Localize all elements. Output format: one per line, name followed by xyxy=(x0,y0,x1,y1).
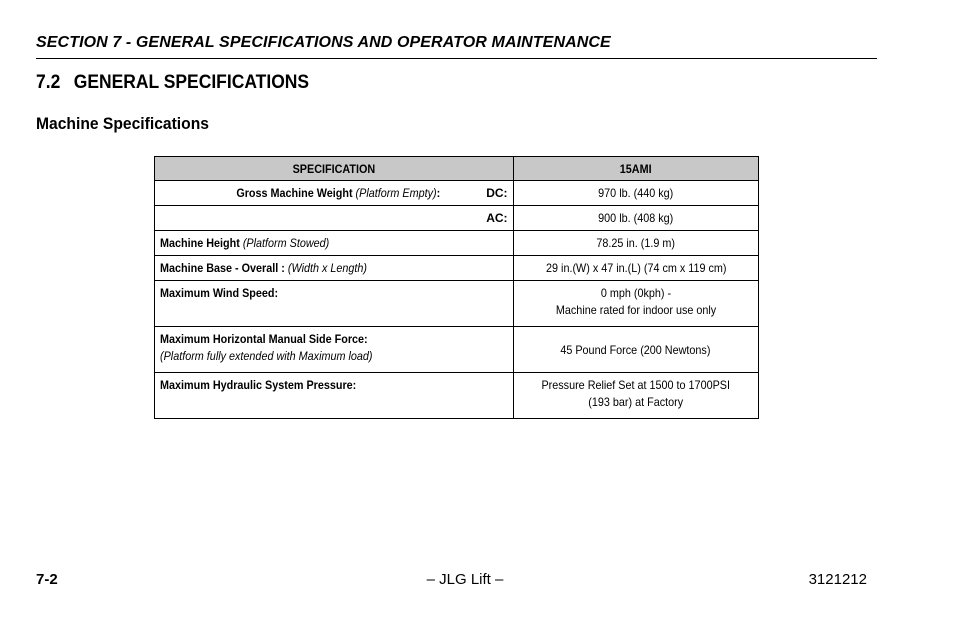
table-row xyxy=(155,373,759,419)
spec-value-cell xyxy=(513,206,758,231)
table-row xyxy=(155,327,759,373)
power-tag-dc: DC: xyxy=(486,186,508,200)
table-row xyxy=(155,231,759,256)
table-row xyxy=(155,206,759,231)
spec-qualifier: (Platform Empty) xyxy=(355,186,437,200)
spec-label: Maximum Wind Speed: xyxy=(160,286,279,300)
spec-label-cell xyxy=(155,231,514,256)
spec-value: 78.25 in. (1.9 m) xyxy=(596,236,676,250)
spec-value-cell xyxy=(513,373,758,419)
spec-label: Machine Height xyxy=(160,236,240,250)
spec-label-cell xyxy=(155,373,514,419)
spec-qualifier: (Width x Length) xyxy=(287,261,368,275)
spec-label-cell xyxy=(155,181,514,206)
spec-label: Maximum Horizontal Manual Side Force: xyxy=(160,332,368,346)
spec-label: Machine Base - Overall : xyxy=(160,261,285,275)
spec-value: 900 lb. (408 kg) xyxy=(598,211,674,225)
spec-label-cell xyxy=(155,206,514,231)
table-row xyxy=(155,281,759,327)
section-header: SECTION 7 - GENERAL SPECIFICATIONS AND OPERATOR MAINTENANCE xyxy=(36,34,611,51)
spec-value-line: Machine rated for indoor use only xyxy=(555,303,716,317)
spec-value-cell xyxy=(513,181,758,206)
column-header-specification: SPECIFICATION xyxy=(155,157,514,181)
spec-label-cell xyxy=(155,281,514,327)
spec-label: Gross Machine Weight xyxy=(236,186,353,200)
column-header-model: 15AMI xyxy=(513,157,758,181)
header-rule xyxy=(36,58,877,59)
spec-value-line: (193 bar) at Factory xyxy=(588,395,684,409)
spec-value: 29 in.(W) x 47 in.(L) (74 cm x 119 cm) xyxy=(545,261,726,275)
spec-label-cell xyxy=(155,327,514,373)
section-title: GENERAL SPECIFICATIONS xyxy=(73,72,310,93)
section-number: 7.2 xyxy=(36,72,61,93)
page-number: 7-2 xyxy=(36,571,58,588)
spec-qualifier: (Platform Stowed) xyxy=(242,236,330,250)
spec-value-cell xyxy=(513,256,758,281)
table-row xyxy=(155,181,759,206)
spec-label: Maximum Hydraulic System Pressure: xyxy=(160,378,357,392)
spec-label-suffix: : xyxy=(436,186,441,200)
spec-value: 45 Pound Force (200 Newtons) xyxy=(560,342,711,357)
document-number: 3121212 xyxy=(808,571,867,588)
subheading: Machine Specifications xyxy=(36,114,209,133)
table-row xyxy=(155,256,759,281)
section-heading xyxy=(36,72,309,94)
power-tag-ac: AC: xyxy=(486,211,508,225)
footer-brand: – JLG Lift – xyxy=(426,571,504,588)
spec-value-cell xyxy=(513,281,758,327)
spec-value-line: 0 mph (0kph) - xyxy=(600,286,671,300)
machine-specifications-table xyxy=(154,156,759,419)
spec-value: 970 lb. (440 kg) xyxy=(598,186,674,200)
spec-label-cell xyxy=(155,256,514,281)
table-header-row xyxy=(155,157,759,181)
spec-value-line: Pressure Relief Set at 1500 to 1700PSI xyxy=(541,378,731,392)
spec-value-cell xyxy=(513,327,758,373)
spec-value-cell xyxy=(513,231,758,256)
spec-qualifier: (Platform fully extended with Maximum load) xyxy=(160,349,373,363)
